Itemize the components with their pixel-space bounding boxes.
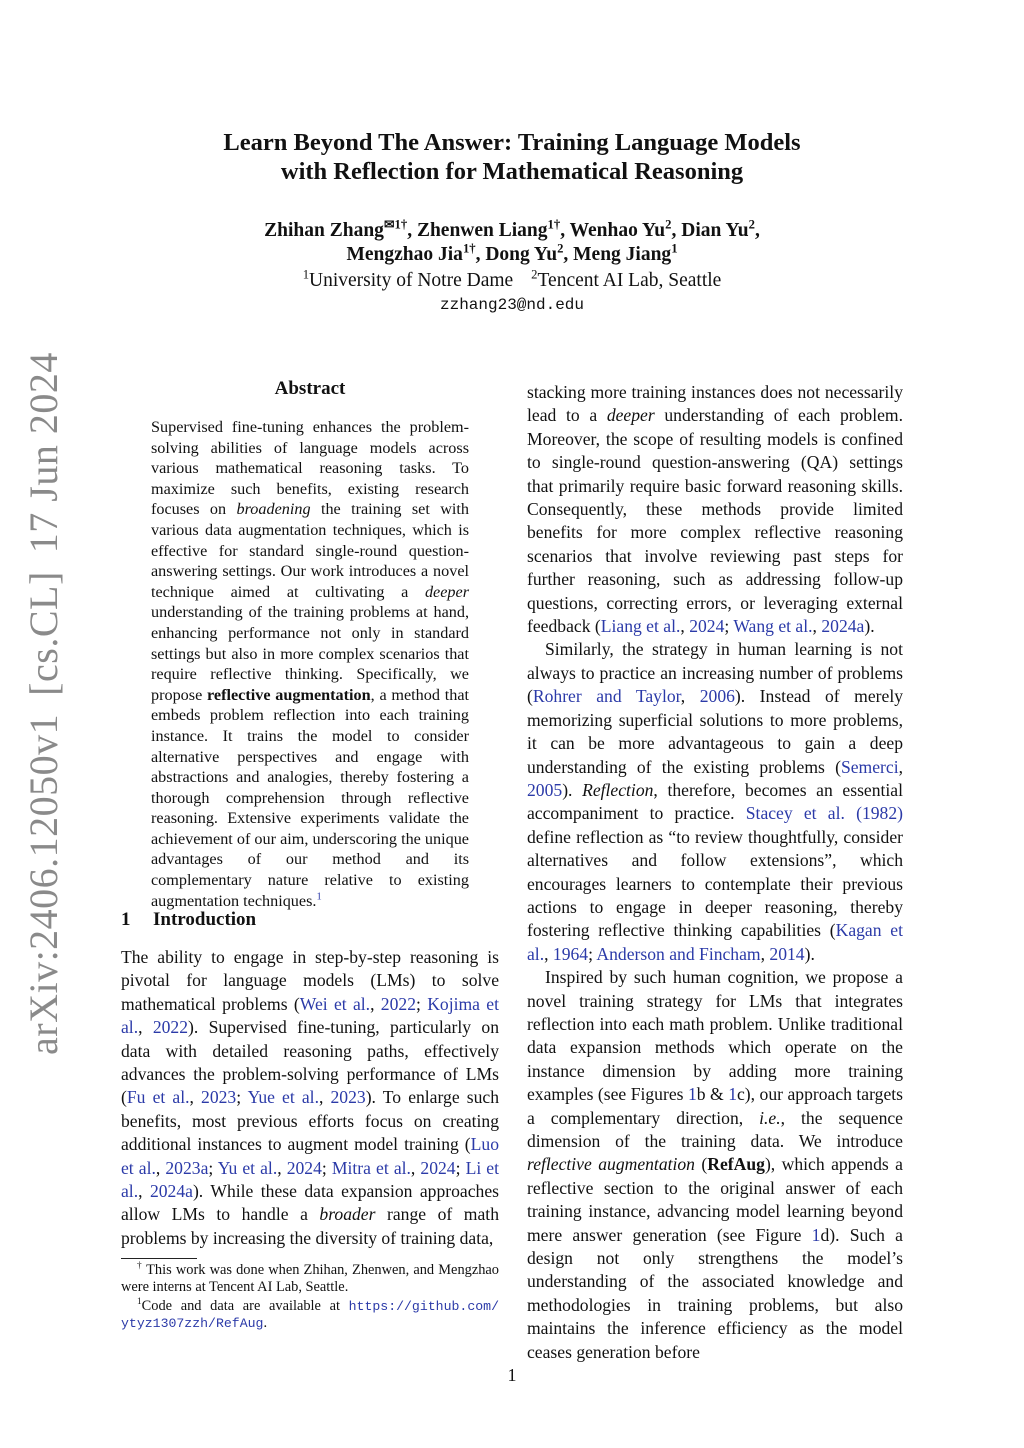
intro-paragraph-3: Similarly, the strategy in human learning is not always to practice an increasing number of problems (Rohrer and Taylor, 2006). Instead of merely memorizing superficial solutions to more problems, it can be more advantageous to gain a deep understanding of the existing problems (Semerci, 2005). Reflection, therefore, becomes an essential accompaniment to practice. Stacey et al. (1982) define reflection as “to review thoughtfully, consider alternatives and follow extensions”, which encourages learners to contemplate their previous actions to engage in deeper reasoning, thereby fostering reflective thinking capabilities (Kagan et al., 1964; Anderson and Fincham, 2014). (527, 639, 904, 964)
figure-ref-link[interactable]: 1 (811, 1224, 821, 1245)
author-mark: 1† (547, 217, 561, 232)
citation-link[interactable]: 2024 (420, 1157, 456, 1178)
footnote-rule (121, 1258, 197, 1259)
title-line-2: with Reflection for Mathematical Reasoning (280, 158, 744, 185)
author-name: Mengzhao Jia (346, 244, 463, 265)
author-mark: 1† (462, 241, 476, 256)
author-name: Zhihan Zhang (264, 220, 384, 241)
citation-link[interactable]: Wei et al. (299, 993, 371, 1014)
citation-link[interactable]: 2006 (699, 686, 735, 707)
affiliation-mark: 1 (302, 267, 310, 282)
citation-link[interactable]: Yu et al. (217, 1157, 278, 1178)
author-name: Wenhao Yu (569, 220, 666, 241)
author-name: Dong Yu (485, 244, 558, 265)
citation-link[interactable]: Kojima et al. (121, 993, 499, 1038)
citation-link[interactable]: 2024a (149, 1181, 193, 1202)
paper-title (140, 128, 884, 186)
citation-link[interactable]: Yue et al. (247, 1087, 319, 1108)
abstract-heading: Abstract (274, 378, 346, 399)
citation-link[interactable]: Mitra et al. (331, 1157, 411, 1178)
citation-link[interactable]: 2024a (821, 616, 865, 637)
author-mark: 1 (671, 241, 678, 256)
footnote-interns: † This work was done when Zhihan, Zhenwen, and Mengzhao were interns at Tencent AI Lab, Seattle. (121, 1261, 500, 1295)
figure-ref-link[interactable]: 1 (728, 1084, 737, 1105)
section-number: 1 (121, 909, 131, 930)
affiliation-notre-dame: University of Notre Dame (309, 270, 514, 291)
author-line-2: Mengzhao Jia$^{1\dagger}$, Dong Yu$^2$, Meng Jiang$^1$ (346, 241, 678, 265)
author-list (140, 219, 884, 267)
affiliation-mark: 2 (531, 267, 538, 282)
page-number: 1 (507, 1365, 517, 1385)
citation-link[interactable]: 2024 (286, 1157, 322, 1178)
citation-link[interactable]: 2024 (689, 616, 725, 637)
title-line-1: Learn Beyond The Answer: Training Language Models (223, 129, 801, 156)
affiliation-tencent: Tencent AI Lab, Seattle (537, 270, 722, 291)
intro-paragraph-4: Inspired by such human cognition, we propose a novel training strategy for LMs that integrates reflection into each math problem. Unlike traditional data expansion methods which operate on the instance dimension by adding more training examples (see Figures 1b & 1c), our approach targets a complementary direction, i.e., the sequence dimension of the training data. We introduce reflective augmentation (RefAug), which appends a reflective section to the original answer of each training instance, advancing model learning beyond mere answer generation (see Figure 1d). Such a design not only strengthens the model’s understanding of the associated knowledge and methodologies in training problems, but also maintains the inference efficiency as the model ceases generation before (527, 967, 903, 1362)
citation-link[interactable]: 2022 (152, 1017, 189, 1038)
citation-link[interactable]: Stacey et al. (1982) (745, 803, 903, 824)
section-title: Introduction (153, 909, 257, 930)
author-email[interactable]: zzhang23@nd.edu (439, 296, 585, 314)
author-mark: 2 (748, 217, 755, 232)
citation-link[interactable]: Kagan et al. (527, 920, 903, 964)
citation-link[interactable]: Semerci (840, 756, 899, 777)
citation-link[interactable]: Wang et al. (733, 616, 813, 637)
citation-link[interactable]: 2005 (527, 779, 563, 800)
author-line-1: Zhihan Zhang$^{✉1\dagger}$, Zhenwen Liang$^{1\dagger}$, Wenhao Yu$^2$, Dian Yu$^2$, (264, 217, 760, 241)
citation-link[interactable]: 2023a (165, 1157, 209, 1178)
arxiv-category: [cs.CL] (20, 571, 66, 696)
citation-link[interactable]: 1964 (552, 943, 589, 964)
citation-link[interactable]: Anderson and Fincham (596, 943, 761, 964)
citation-link[interactable]: Li et al. (121, 1157, 499, 1202)
section-heading-introduction (121, 909, 256, 931)
author-mark: ✉1† (383, 217, 408, 232)
intro-paragraph-1: The ability to engage in step-by-step reasoning is pivotal for language models (LMs) to solve mathematical problems (Wei et al., 2022; Kojima et al., 2022). Supervised fine-tuning, particularly on data with detailed reasoning paths, effectively advances the problem-solving performance of LMs (Fu et al., 2023; Yue et al., 2023). To enlarge such benefits, most previous efforts focus on creating additional instances to augment model training (Luo et al., 2023a; Yu et al., 2024; Mitra et al., 2024; Li et al., 2024a). While these data expansion approaches allow LMs to handle a broader range of math problems by increasing the diversity of training data, (121, 947, 500, 1248)
left-column-text (121, 946, 499, 1250)
footnotes (121, 1262, 499, 1335)
abstract-body: Supervised fine-tuning enhances the problem-solving abilities of language models across various mathematical reasoning tasks. To maximize such benefits, existing research focuses on broadening the training set with various data augmentation techniques, which is effective for standard single-round question-answering settings. Our work introduces a novel technique aimed at cultivating a deeper understanding of the training problems at hand, enhancing performance not only in standard settings but also in more complex scenarios that require reflective thinking. Specifically, we propose reflective augmentation, a method that embeds problem reflection into each training instance. It trains the model to consider alternative perspectives and engage with abstractions and analogies, thereby fostering a thorough comprehension through reflective reasoning. Extensive experiments validate the achievement of our aim, underscoring the unique advantages of our method and its complementary nature relative to existing augmentation techniques.$^1$ (151, 418, 470, 910)
author-name: Meng Jiang (573, 244, 672, 265)
intro-paragraph-2: stacking more training instances does not necessarily lead to a deeper understanding of each problem. Moreover, the scope of resulting models is confined to single-round question-answering (QA) settings that primarily require basic forward reasoning skills. Consequently, these methods provide limited benefits for more complex reflective reasoning scenarios that involve reviewing past steps for further reasoning, such as addressing follow-up questions, correcting errors, or leveraging external feedback (Liang et al., 2024; Wang et al., 2024a). (527, 382, 903, 637)
author-mark: 2 (665, 217, 672, 232)
footnote-code: $^1$Code and data are available at https://github.com/ ytyz1307zzh/RefAug. (121, 1296, 499, 1332)
figure-ref-link[interactable]: 1 (687, 1084, 697, 1105)
right-column-text (527, 381, 903, 1364)
code-url-link[interactable]: https://github.com/ ytyz1307zzh/RefAug (121, 1298, 499, 1332)
arxiv-stamp (14, 352, 72, 1055)
arxiv-identifier: arXiv:2406.12050v1 (20, 713, 66, 1055)
citation-link[interactable]: 2022 (380, 993, 416, 1014)
citation-link[interactable]: Luo et al. (121, 1134, 499, 1178)
author-name: Zhenwen Liang (416, 220, 548, 241)
citation-link[interactable]: 2023 (330, 1087, 366, 1108)
author-mark: 2 (557, 241, 564, 256)
footnote-ref[interactable]: 1 (316, 891, 322, 903)
affiliations (140, 269, 884, 293)
citation-link[interactable]: 2014 (769, 943, 805, 964)
citation-link[interactable]: Rohrer and Taylor (532, 686, 681, 707)
author-name: Dian Yu (681, 220, 749, 241)
citation-link[interactable]: Fu et al. (126, 1087, 190, 1108)
citation-link[interactable]: Liang et al. (600, 616, 681, 637)
citation-link[interactable]: 2023 (201, 1087, 237, 1108)
arxiv-date: 17 Jun 2024 (20, 352, 66, 554)
